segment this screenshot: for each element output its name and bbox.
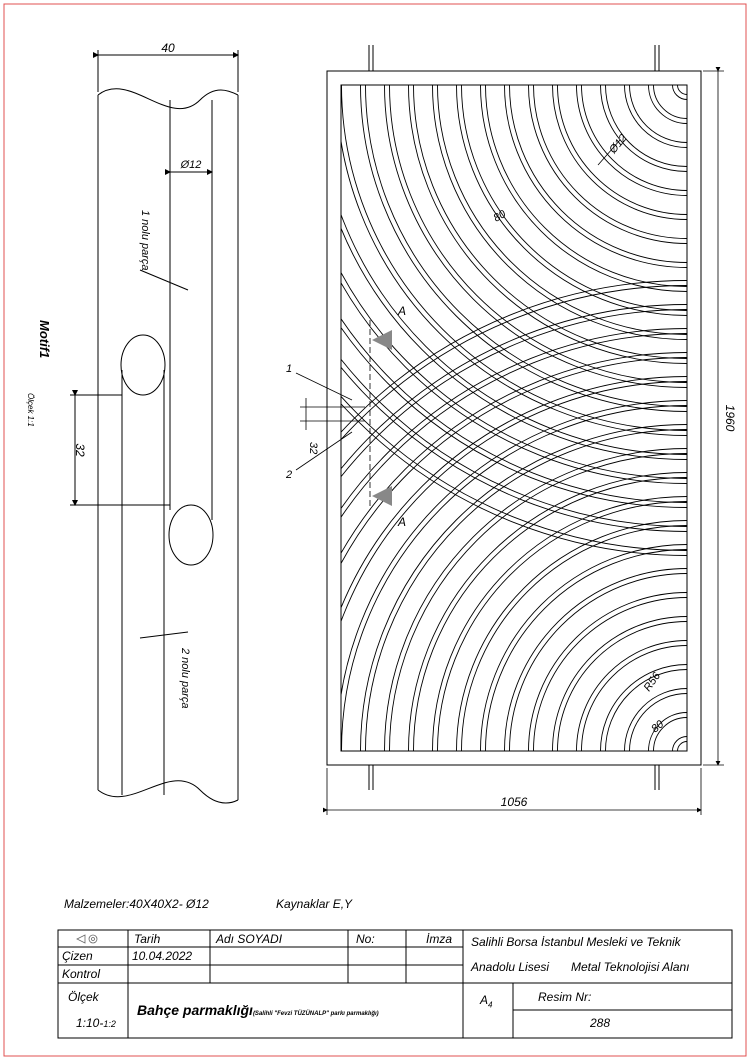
tb-scale-value: 1:10-1:2 <box>76 1016 116 1030</box>
arc-bar-top <box>409 0 750 364</box>
arc-bar-top <box>510 0 750 263</box>
detail-diameter-dim: Ø12 <box>180 159 202 171</box>
spacing-32-dim: 32 <box>307 442 319 455</box>
part-2-label: 2 nolu parça <box>179 648 191 709</box>
tb-header-sign: İmza <box>426 932 453 946</box>
bar-diameter-dim: Ø12 <box>607 132 630 156</box>
arc-bar-bottom <box>289 353 750 1060</box>
tb-header-no: No: <box>356 932 375 946</box>
arc-bar-top <box>337 0 750 436</box>
section-label-top: A <box>398 304 407 318</box>
arc-bar-top <box>385 0 750 388</box>
tb-header-name: Adı SOYADI <box>216 932 283 946</box>
arc-bar-top <box>313 0 750 460</box>
tb-drawn-date: 10.04.2022 <box>132 949 193 963</box>
arc-bar-bottom <box>270 334 750 1060</box>
arc-bar-top <box>414 0 750 359</box>
tb-title: Bahçe parmaklığı(Salihli "Fevzi TÜZÜNALP" parkı parmaklığı) <box>137 1002 379 1018</box>
arc-bar-top <box>529 0 750 244</box>
arc-bar-top <box>577 0 750 196</box>
arc-bar-top <box>265 0 750 508</box>
arc-bar-top <box>553 0 750 220</box>
section-label-bottom: A <box>398 515 407 529</box>
sources-note: Kaynaklar E,Y <box>276 897 353 911</box>
bar-gap-dim-bottom: 80 <box>649 718 667 736</box>
tb-drawing-no: 288 <box>590 1016 611 1030</box>
bar-gap-dim-top: 80 <box>491 208 509 225</box>
arc-bar-bottom <box>294 358 750 1060</box>
tb-paper-size: $A_4$ <box>480 993 493 1010</box>
arc-bar-bottom <box>313 377 750 1060</box>
detail-width-dim: 40 <box>161 41 175 55</box>
tb-scale-label: Ölçek <box>68 990 99 1004</box>
detail-scale: Ölçek 1:1 <box>26 393 35 427</box>
height-dim: 1960 <box>723 404 737 432</box>
detail-view <box>70 50 238 803</box>
tb-department: Metal Teknolojisi Alanı <box>571 960 690 974</box>
arc-bar-top <box>582 0 750 191</box>
detail-title: Motif1 <box>37 320 52 359</box>
tb-header-date: Tarih <box>134 932 161 946</box>
arc-bar-top <box>558 0 750 215</box>
part-callout-1: 1 <box>286 363 293 375</box>
arc-bar-top <box>289 0 750 484</box>
arc-bar-top <box>342 0 750 431</box>
part-callout-2: 2 <box>286 469 293 481</box>
arc-bar-top <box>222 0 750 551</box>
arc-bar-top <box>246 0 750 527</box>
arc-bar-top <box>318 0 750 455</box>
tb-school-line2: Anadolu Lisesi <box>471 960 550 974</box>
projection-symbol-icon <box>77 935 97 943</box>
tb-drawing-no-label: Resim Nr: <box>538 990 592 1004</box>
part-1-label: 1 nolu parça <box>139 210 151 271</box>
arc-bar-top <box>438 0 750 335</box>
materials-note: Malzemeler:40X40X2- Ø12 <box>64 897 209 911</box>
main-view-dimensions <box>296 71 724 815</box>
tb-check-label: Kontrol <box>62 967 101 981</box>
arc-bar-top <box>433 0 750 340</box>
arc-bar-top <box>366 0 750 407</box>
radius-dim: R56 <box>641 670 664 694</box>
arc-bar-top <box>462 0 750 311</box>
tb-school-line1: Salihli Borsa İstanbul Mesleki ve Teknik <box>471 935 681 949</box>
arc-bar-top <box>534 0 750 239</box>
tb-drawn-label: Çizen <box>62 949 93 963</box>
detail-pitch-dim: 32 <box>73 443 87 457</box>
width-dim: 1056 <box>500 795 528 809</box>
